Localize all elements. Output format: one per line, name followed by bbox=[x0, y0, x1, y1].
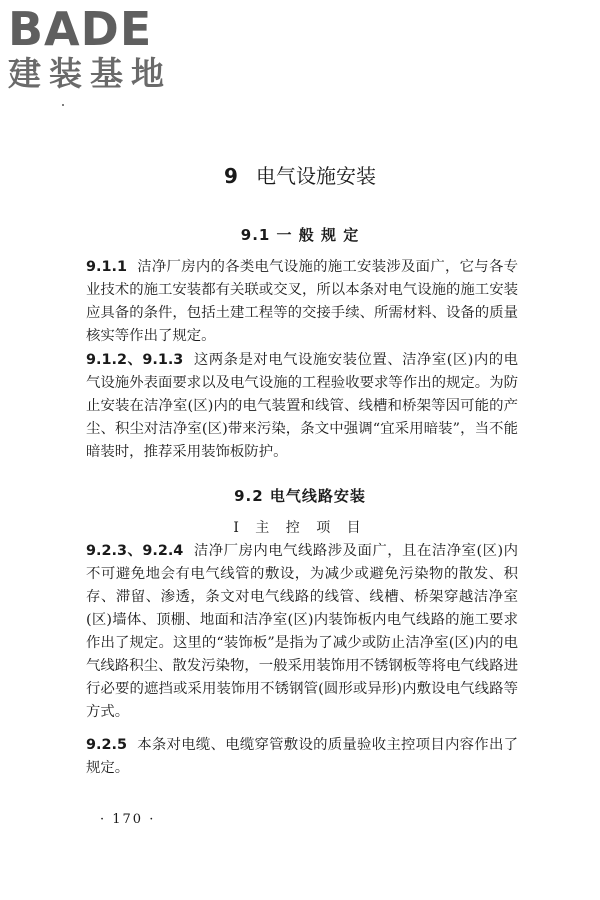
logo bbox=[8, 4, 183, 94]
subsection-title: Ⅰ 主 控 项 目 bbox=[233, 520, 367, 536]
clause-number: 9.1.1 bbox=[86, 259, 127, 275]
chapter-title bbox=[0, 160, 600, 189]
paragraph-9-1-2 bbox=[86, 349, 518, 464]
clause-number: 9.2.3、9.2.4 bbox=[86, 543, 184, 559]
chapter-title-text: 电气设施安装 bbox=[255, 164, 376, 188]
paragraph-9-2-5 bbox=[86, 734, 518, 780]
paragraph-text: 洁净厂房内电气线路涉及面广，且在洁净室(区)内不可避免地会有电气线管的敷设，为减少或避免污染物的散发、积存、滞留、渗透，条文对电气线路的线管、线槽、桥架穿越洁净室(区)墙体、顶棚、地面和洁净室(区)内装饰板内电气线路的施工要求作出了规定。这里的“装饰板”是指为了减少或防止洁净室(区)内的电气线路积尘、散发污染物，一般采用装饰用不锈钢板等将电气线路进行必要的遮挡或采用装饰用不锈钢管(圆形或异形)内敷设电气线路等方式。 bbox=[86, 543, 519, 720]
paragraph-9-1-1 bbox=[86, 256, 518, 348]
clause-number: 9.2.5 bbox=[86, 737, 127, 753]
logo-wordmark: BADE bbox=[8, 2, 153, 56]
section-title-9-1: 9.1 一 般 规 定 bbox=[240, 226, 360, 244]
section-title-9-2: 9.2 电气线路安装 bbox=[234, 487, 366, 505]
decorative-dot bbox=[62, 104, 64, 106]
paragraph-text: 本条对电缆、电缆穿管敷设的质量验收主控项目内容作出了规定。 bbox=[86, 737, 518, 776]
paragraph-text: 这两条是对电气设施安装位置、洁净室(区)内的电气设施外表面要求以及电气设施的工程验收要求等作出的规定。为防止安装在洁净室(区)内的电气装置和线管、线槽和桥架等因可能的产尘、积尘对洁净室(区)带来污染，条文中强调“宜采用暗装”，当不能暗装时，推荐采用装饰板防护。 bbox=[86, 352, 519, 460]
page-number: · 170 · bbox=[100, 812, 156, 827]
paragraph-9-2-3 bbox=[86, 540, 518, 724]
chapter-number: 9 bbox=[224, 164, 238, 188]
logo-chinese-name: 建装基地 bbox=[8, 54, 172, 93]
paragraph-text: 洁净厂房内的各类电气设施的施工安装涉及面广，它与各专业技术的施工安装都有关联或交叉，所以本条对电气设施的施工安装应具备的条件，包括土建工程等的交接手续、所需材料、设备的质量核实等作出了规定。 bbox=[86, 259, 518, 344]
clause-number: 9.1.2、9.1.3 bbox=[86, 352, 184, 368]
